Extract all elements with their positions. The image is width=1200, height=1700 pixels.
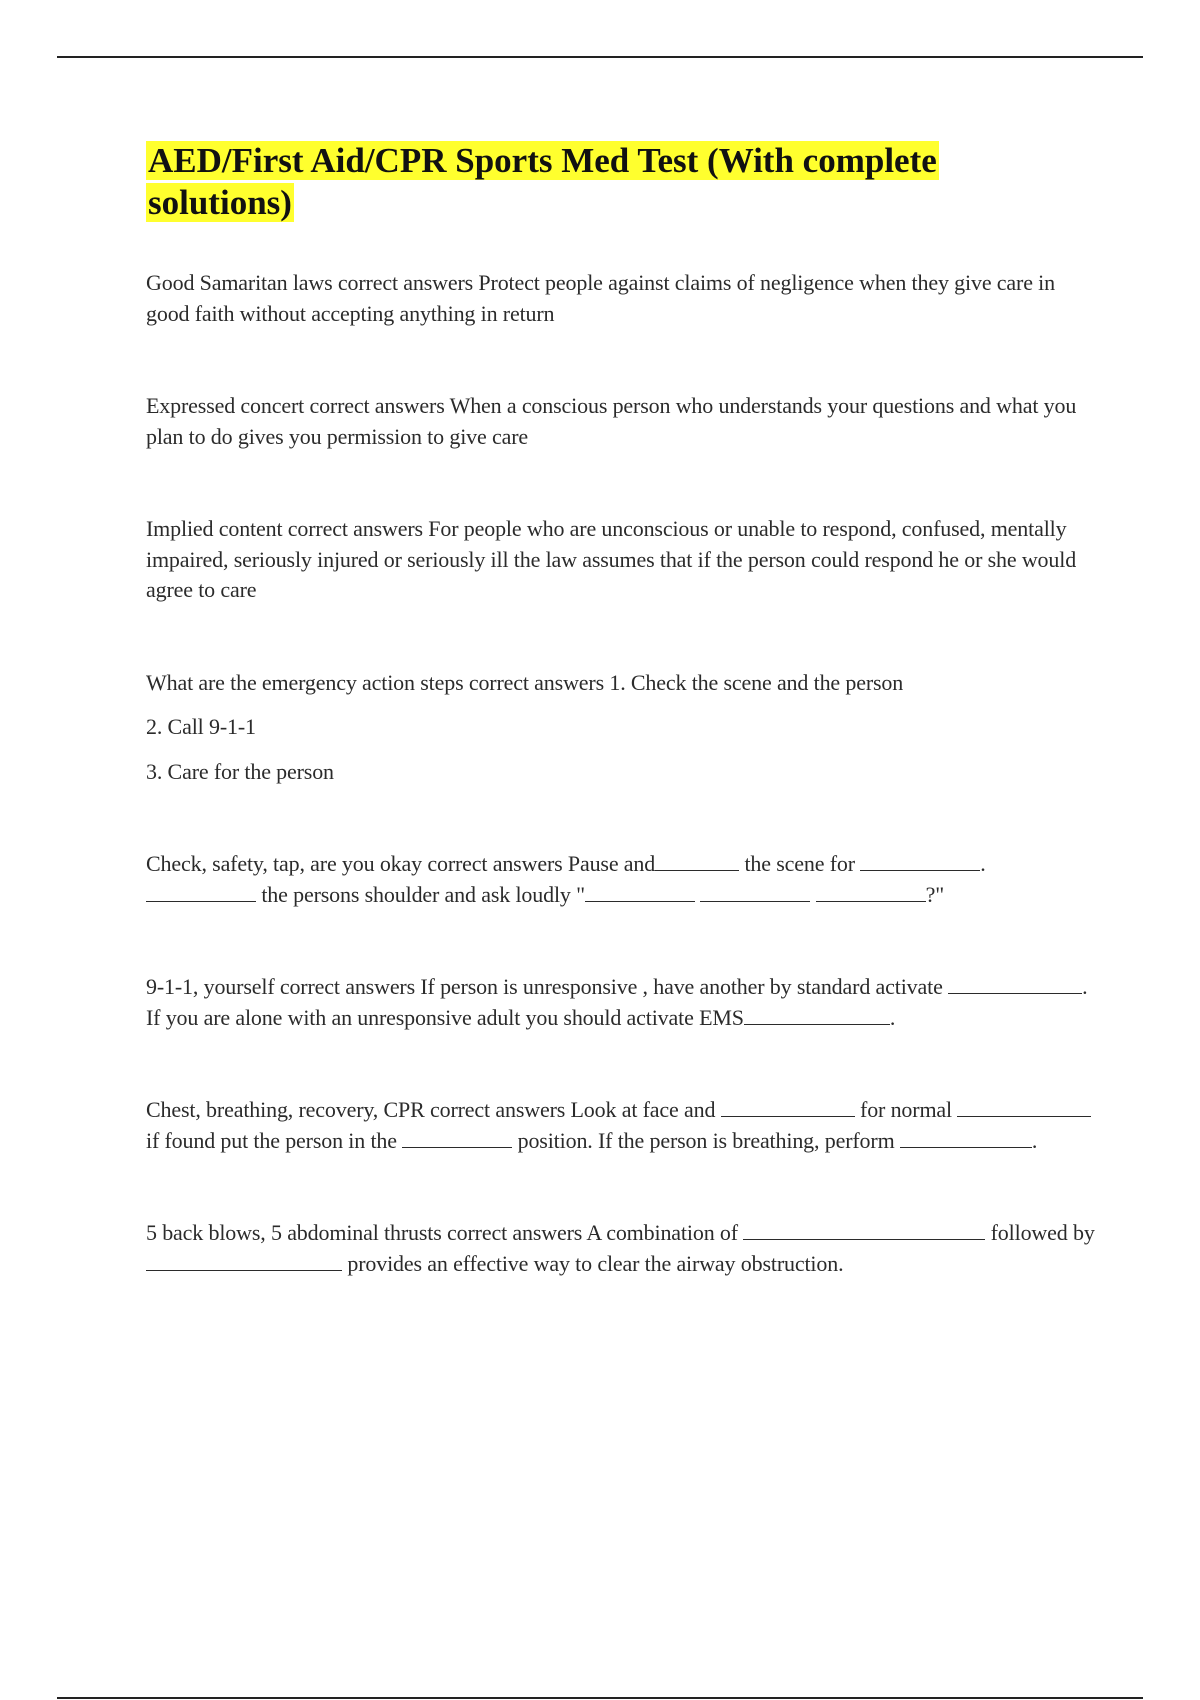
answer-blank bbox=[948, 975, 1082, 994]
text-segment: for normal bbox=[854, 1097, 958, 1122]
qa-text bbox=[146, 1095, 1096, 1156]
document-body bbox=[146, 140, 1096, 1341]
text-segment: 9-1-1, yourself correct answers If person is unresponsive , have another by standard activate bbox=[146, 974, 949, 999]
answer-blank bbox=[700, 883, 810, 902]
bottom-rule bbox=[57, 1697, 1143, 1699]
answer-blank bbox=[957, 1098, 1091, 1117]
top-rule bbox=[57, 56, 1143, 58]
text-segment: Chest, breathing, recovery, CPR correct answers Look at face and bbox=[146, 1097, 721, 1122]
text-segment: . bbox=[1031, 1127, 1038, 1153]
qa-text: Good Samaritan laws correct answers Protect people against claims of negligence when they give care in good faith without accepting anything in return bbox=[146, 270, 1055, 326]
page-title bbox=[146, 140, 986, 224]
text-segment: provides an effective way to clear the airway obstruction. bbox=[342, 1250, 844, 1276]
answer-blank bbox=[146, 883, 256, 902]
answer-blank bbox=[585, 883, 695, 902]
text-segment: 5 back blows, 5 abdominal thrusts correct answers A combination of bbox=[146, 1220, 744, 1245]
text-segment: . bbox=[889, 1004, 896, 1030]
qa-text: What are the emergency action steps correct answers 1. Check the scene and the person bbox=[146, 669, 904, 695]
text-segment: the persons shoulder and ask loudly " bbox=[256, 881, 585, 907]
qa-step: 3. Care for the person bbox=[146, 758, 334, 784]
text-segment: . bbox=[980, 851, 986, 876]
text-segment: the scene for bbox=[739, 851, 861, 876]
text-segment: followed by bbox=[985, 1220, 1095, 1245]
text-segment: if found put the person in the bbox=[146, 1127, 403, 1153]
answer-blank bbox=[816, 883, 926, 902]
answer-blank bbox=[860, 852, 980, 871]
qa-item-911-yourself bbox=[146, 972, 1096, 1033]
text-segment: position. If the person is breathing, perform bbox=[512, 1127, 900, 1153]
qa-item-back-blows bbox=[146, 1218, 1096, 1279]
text-segment: Check, safety, tap, are you okay correct answers Pause and bbox=[146, 851, 656, 876]
title-highlight: AED/First Aid/CPR Sports Med Test (With complete solutions) bbox=[148, 141, 937, 222]
text-segment: ?" bbox=[925, 881, 945, 907]
qa-item-chest-breathing bbox=[146, 1095, 1096, 1156]
qa-item-expressed-consent bbox=[146, 391, 1096, 452]
qa-item-emergency-action-steps bbox=[146, 668, 1096, 788]
answer-blank bbox=[721, 1098, 855, 1117]
qa-item-check-safety-tap bbox=[146, 849, 1096, 910]
answer-blank bbox=[900, 1129, 1032, 1148]
answer-blank bbox=[744, 1006, 890, 1025]
qa-text bbox=[146, 849, 1096, 910]
answer-blank bbox=[146, 1252, 342, 1271]
answer-blank bbox=[402, 1129, 512, 1148]
qa-item-good-samaritan bbox=[146, 268, 1096, 329]
qa-text bbox=[146, 1218, 1096, 1279]
answer-blank bbox=[743, 1221, 985, 1240]
answer-blank bbox=[655, 852, 739, 871]
qa-text: Implied content correct answers For people who are unconscious or unable to respond, confused, mentally impaired, seriously injured or seriously ill the law assumes that if the person could respond he or she would agree to care bbox=[146, 516, 1077, 602]
qa-text bbox=[146, 972, 1096, 1033]
qa-step: 2. Call 9-1-1 bbox=[146, 714, 256, 739]
qa-text: Expressed concert correct answers When a conscious person who understands your questions and what you plan to do gives you permission to give care bbox=[146, 393, 1077, 449]
text-segment: . If you are alone with an unresponsive adult you should activate EMS bbox=[146, 974, 1088, 1030]
qa-item-implied-consent bbox=[146, 514, 1096, 606]
